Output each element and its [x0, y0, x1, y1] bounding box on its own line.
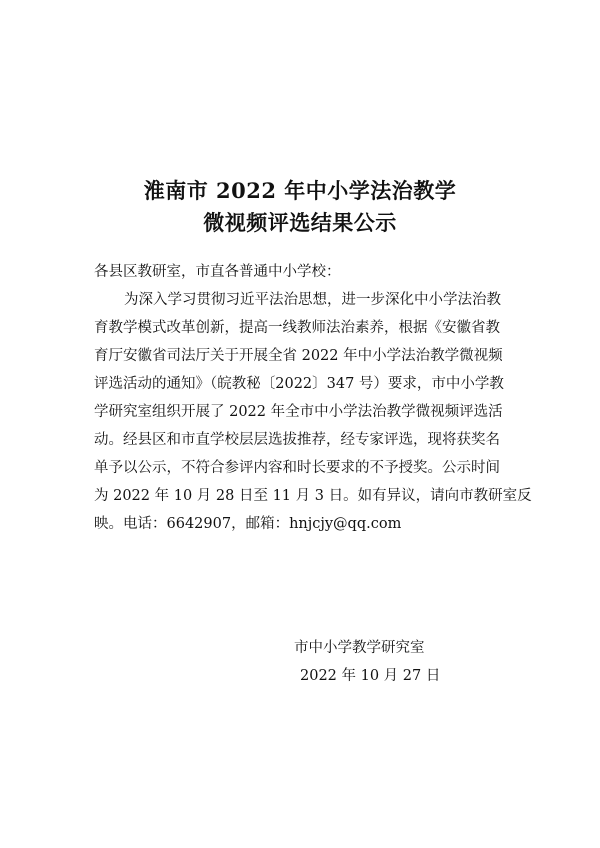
body-line: 学研究室组织开展了 2022 年全市中小学法治教学微视频评选活 [94, 404, 503, 420]
body-line-contact: 映。电话：6642907，邮箱：hnjcjy@qq.com [94, 516, 402, 532]
signature-date: 2022 年 10 月 27 日 [300, 668, 441, 684]
document-title-line2: 微视频评选结果公示 [203, 210, 397, 235]
body-line: 评选活动的通知》（皖教秘〔2022〕347 号）要求，市中小学教 [94, 376, 504, 392]
body-line: 单予以公示，不符合参评内容和时长要求的不予授奖。公示时间 [94, 460, 500, 476]
document-title-line1: 淮南市 2022 年中小学法治教学 [143, 178, 457, 203]
salutation: 各县区教研室，市直各普通中小学校： [94, 264, 341, 280]
body-line: 为 2022 年 10 月 28 日至 11 月 3 日。如有异议，请向市教研室反 [94, 488, 532, 504]
signature-organization: 市中小学教学研究室 [294, 640, 425, 656]
body-line: 动。经县区和市直学校层层选拔推荐，经专家评选，现将获奖名 [94, 432, 500, 448]
body-line: 为深入学习贯彻习近平法治思想，进一步深化中小学法治教 [124, 292, 501, 308]
body-line: 育教学模式改革创新，提高一线教师法治素养，根据《安徽省教 [94, 320, 500, 336]
body-line: 育厅安徽省司法厅关于开展全省 2022 年中小学法治教学微视频 [94, 348, 503, 364]
